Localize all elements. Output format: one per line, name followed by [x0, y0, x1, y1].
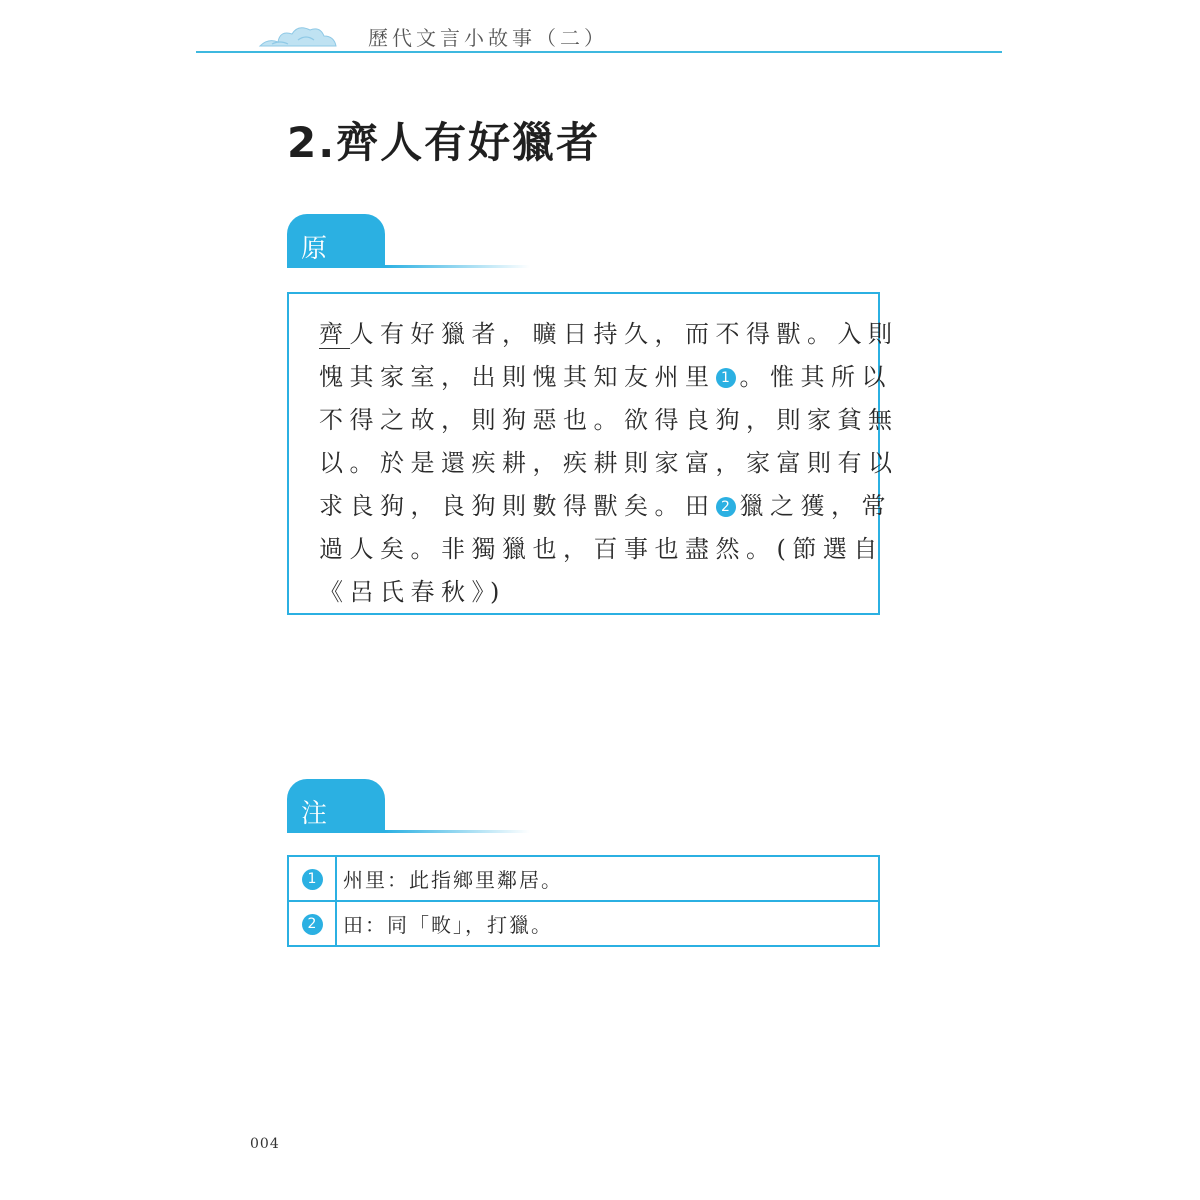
notes-tab	[287, 779, 385, 866]
page-header	[196, 18, 1002, 54]
header-divider	[196, 51, 1002, 53]
text-line-5: 求良狗，良狗則數得獸矣。田 2 獵之獲，常	[319, 492, 892, 520]
note-marker-1[interactable]: 1	[716, 368, 736, 388]
underlined-char: 齊	[319, 320, 350, 348]
note-marker-2[interactable]: 2	[716, 497, 736, 517]
text-line-2: 愧其家室，出則愧其知友州里 1 。惟其所以	[319, 363, 892, 391]
notes-table	[287, 855, 880, 947]
note-text-1: 州里：此指鄉里鄰居。	[336, 856, 879, 901]
table-row	[288, 856, 879, 901]
table-row	[288, 901, 879, 946]
original-text-tab	[287, 214, 385, 301]
original-text-tab-line	[385, 265, 530, 268]
text-line-7: 《呂氏春秋》)	[319, 578, 506, 606]
cloud-icon	[258, 20, 338, 50]
original-text-box	[287, 292, 899, 615]
text-line-4: 以。於是還疾耕，疾耕則家富，家富則有以	[319, 449, 899, 477]
notes-label: 注 釋	[301, 799, 342, 866]
text-line-6: 過人矣。非獨獵也，百事也盡然。(節選自	[319, 535, 884, 563]
note-number-2: 2	[302, 914, 323, 935]
page-number: 004	[250, 1136, 280, 1152]
text-line-1: 齊人有好獵者，曠日持久，而不得獸。入則	[319, 320, 899, 348]
note-number-1: 1	[302, 869, 323, 890]
note-text-2: 田：同「畋」，打獵。	[336, 901, 879, 946]
notes-tab-line	[385, 830, 530, 833]
text-line-3: 不得之故，則狗惡也。欲得良狗，則家貧無	[319, 406, 899, 434]
running-title: 歷代文言小故事（二）	[368, 26, 608, 50]
page-title: 2.齊人有好獵者	[287, 118, 601, 167]
original-text-label: 原 文	[301, 234, 342, 301]
